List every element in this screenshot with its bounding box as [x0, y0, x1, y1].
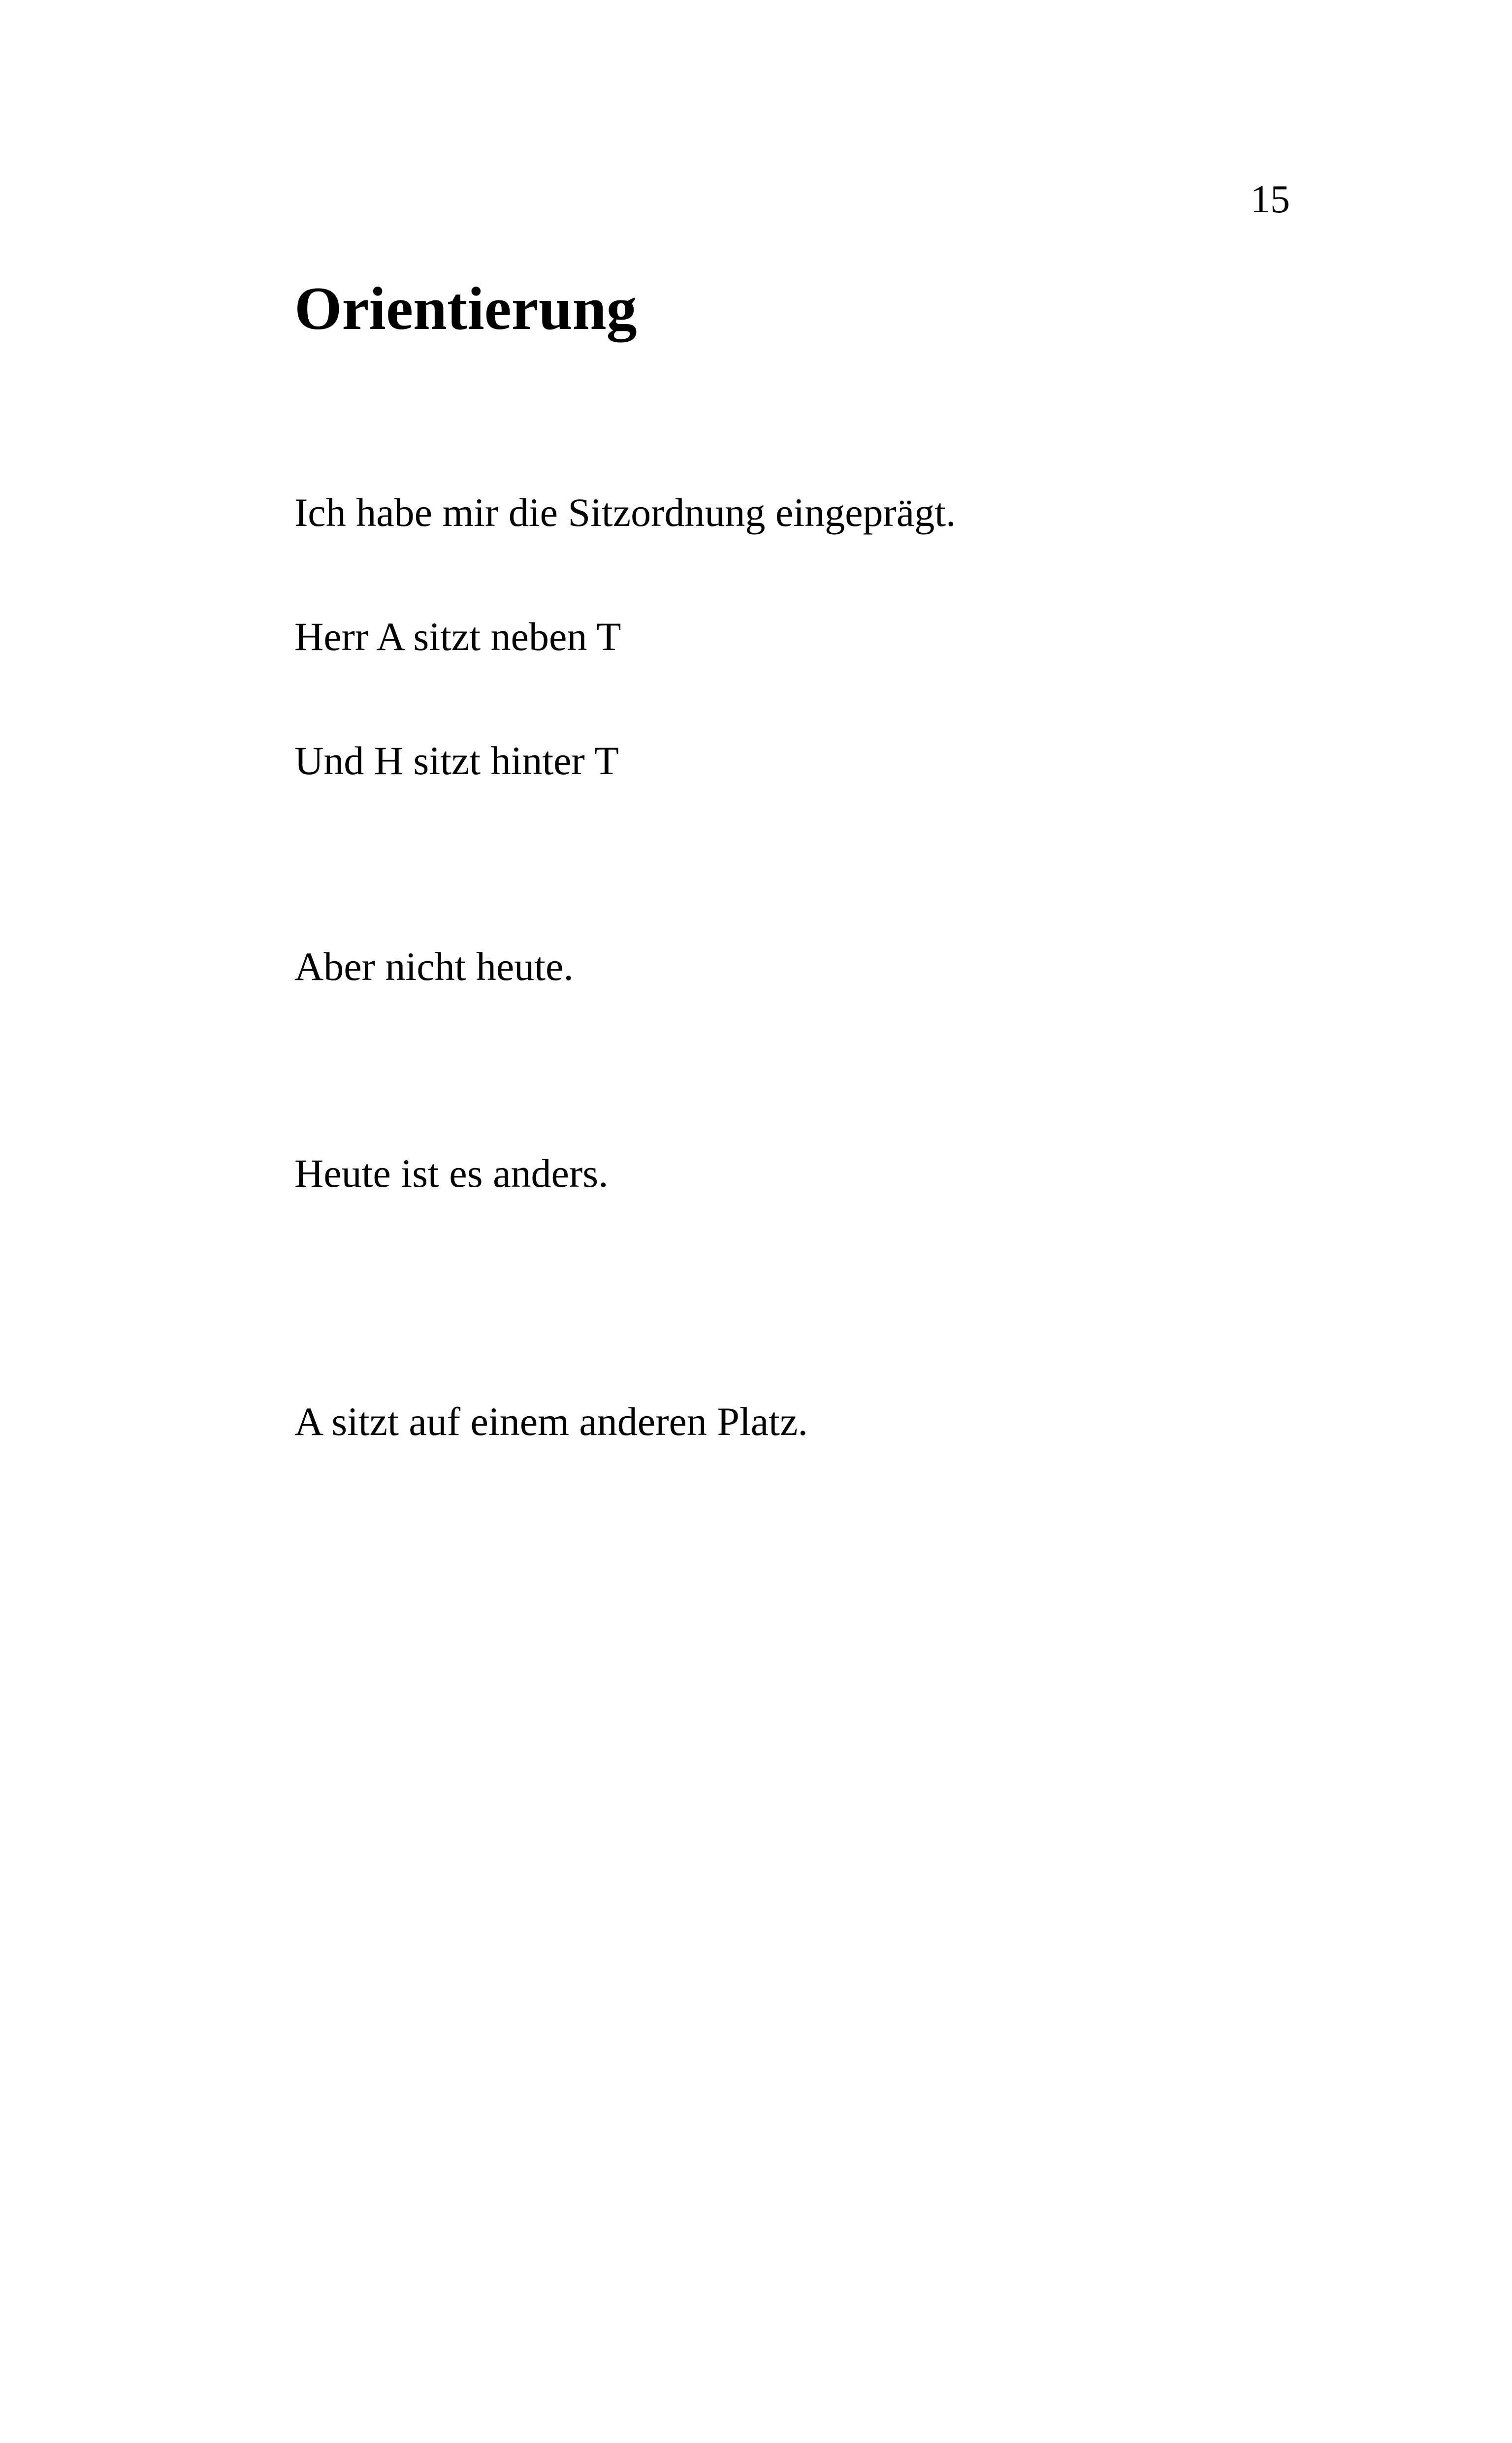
text-line: Heute ist es anders. — [294, 1151, 609, 1196]
page-title: Orientierung — [294, 275, 637, 342]
text-line: Herr A sitzt neben T — [294, 614, 621, 659]
text-line: Aber nicht heute. — [294, 944, 574, 989]
text-line: A sitzt auf einem anderen Platz. — [294, 1399, 808, 1444]
text-line: Ich habe mir die Sitzordnung eingeprägt. — [294, 490, 956, 535]
page-number: 15 — [1251, 178, 1290, 221]
text-line: Und H sitzt hinter T — [294, 738, 619, 783]
